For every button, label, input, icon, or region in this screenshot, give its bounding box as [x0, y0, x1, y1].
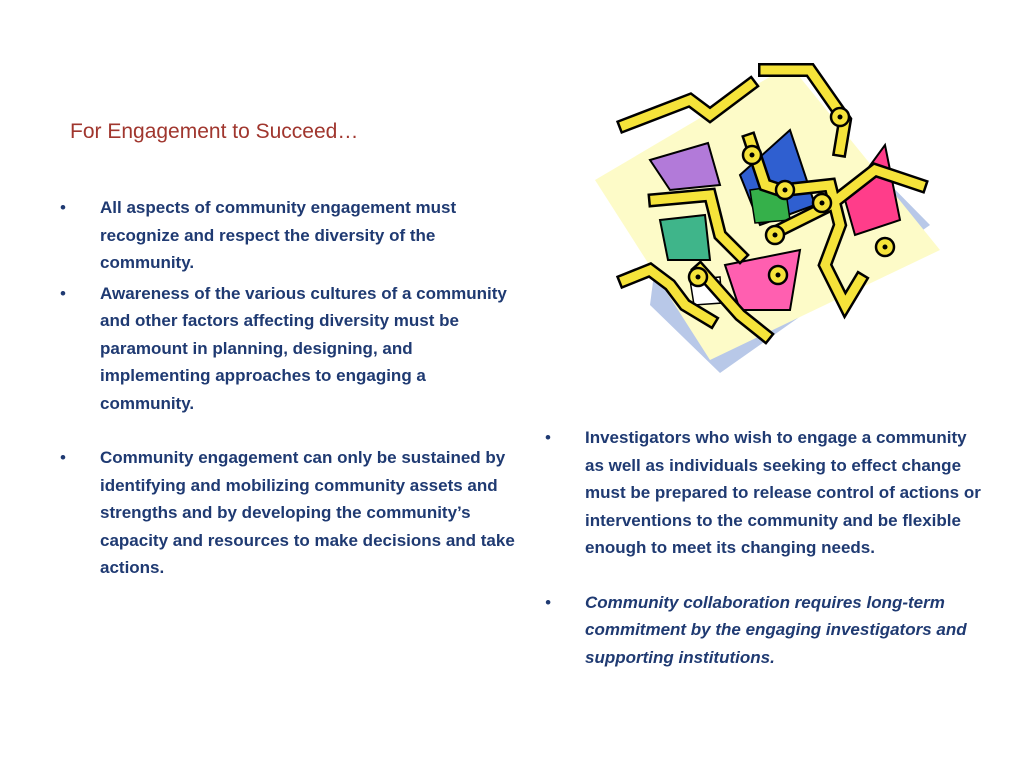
bullet-text: Investigators who wish to engage a community as well as individuals seeking to effect change must be prepared to release control of actions or interventions to the community and be flexible enough to meet its changing needs. — [585, 428, 981, 557]
bullet-text: Community collaboration requires long-term commitment by the engaging investigators and supporting institutions. — [585, 592, 967, 667]
list-item — [545, 589, 985, 672]
list-item — [60, 280, 520, 418]
right-bullet-list — [545, 424, 985, 671]
bullet-text: All aspects of community engagement must recognize and respect the diversity of the community. — [100, 198, 457, 272]
list-item — [60, 194, 520, 277]
bullet-dot: • — [60, 198, 66, 217]
person-figure — [660, 215, 710, 260]
bullet-dot: • — [545, 592, 551, 612]
list-item — [60, 444, 520, 582]
list-item — [545, 424, 985, 562]
bullet-dot: • — [545, 428, 551, 447]
bullet-text: Community engagement can only be sustained by identifying and mobilizing community assets and strengths and by developing the community’s capacity and resources to make decisions and take actions. — [100, 448, 515, 577]
slide-title: For Engagement to Succeed… — [70, 120, 359, 143]
bullet-text: Awareness of the various cultures of a community and other factors affecting diversity must be paramount in planning, designing, and implementing approaches to engaging a community. — [100, 283, 507, 413]
bullet-dot: • — [60, 448, 66, 467]
left-bullet-list — [60, 194, 520, 585]
connected-people-puzzle-icon — [590, 55, 950, 375]
bullet-dot: • — [60, 283, 66, 303]
